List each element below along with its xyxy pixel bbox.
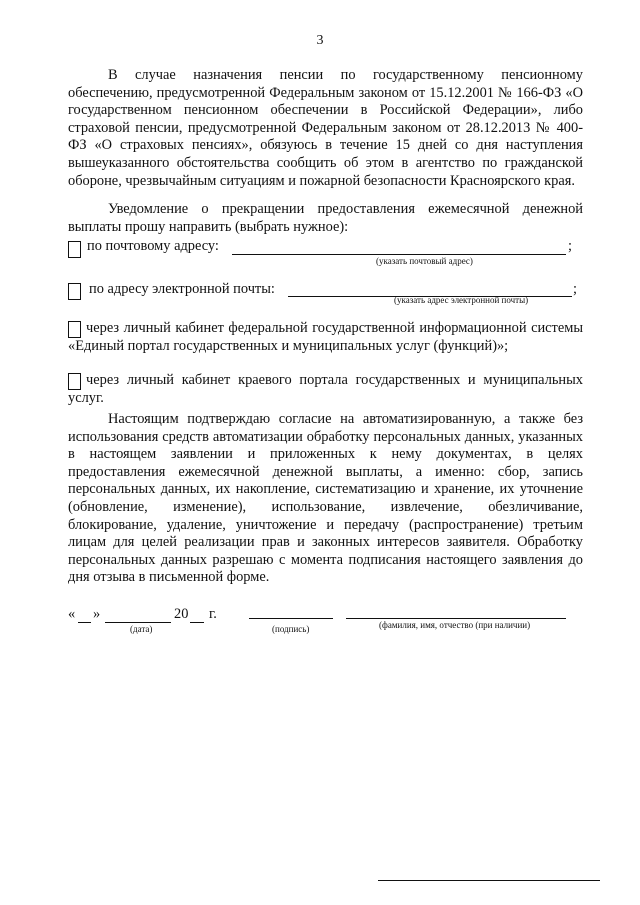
paragraph-pension-notice bbox=[68, 67, 583, 190]
signature-field[interactable] bbox=[249, 618, 333, 619]
date-close-quote: » bbox=[93, 606, 101, 622]
postal-semicolon: ; bbox=[568, 238, 572, 254]
checkbox-email[interactable] bbox=[68, 283, 81, 300]
paragraph-notification-method bbox=[68, 201, 583, 236]
postal-address-field[interactable] bbox=[232, 254, 566, 255]
consent-text: Настоящим подтверждаю согласие на автоматизированную, а также без использования средств автоматизации обработку персональных данных, указанных в настоящем заявлении и приложенных к нему документах, в целях предоставления ежемесячной денежной выплаты, а именно: сбор, запись персональных данных, их накопление, систематизацию и хранение, их уточнение (обновление, изменение), использование, извлечение, обезличивание, блокирование, удаление, уничтожение и передачу (распространение) третьим лицам для целей реализации прав и законных интересов заявителя. Обработку персональных данных разрешаю с момента подписания настоящего заявления до дня отзыва в письменной форме. bbox=[68, 411, 583, 586]
postal-label: по почтовому адресу: bbox=[87, 238, 219, 254]
date-hint: (дата) bbox=[130, 624, 153, 634]
paragraph-consent bbox=[68, 411, 583, 587]
date-open-quote: « bbox=[68, 606, 76, 622]
email-hint: (указать адрес электронной почты) bbox=[394, 295, 529, 305]
full-name-hint: (фамилия, имя, отчество (при наличии) bbox=[379, 620, 531, 630]
federal-portal-text: через личный кабинет федеральной государственной информационной системы «Единый портал государственных и муниципальных услуг (функций)»; bbox=[68, 320, 583, 354]
year-suffix: г. bbox=[209, 606, 217, 622]
email-label: по адресу электронной почты: bbox=[89, 281, 275, 297]
regional-portal-text: через личный кабинет краевого портала государственных и муниципальных услуг. bbox=[68, 372, 583, 406]
date-month-field[interactable] bbox=[105, 622, 171, 623]
footer-line bbox=[378, 880, 600, 881]
checkbox-postal[interactable] bbox=[68, 241, 81, 258]
email-semicolon: ; bbox=[573, 281, 577, 297]
postal-hint: (указать почтовый адрес) bbox=[376, 256, 473, 266]
date-year-field[interactable] bbox=[190, 622, 204, 623]
para1-text: В случае назначения пенсии по государственному пенсионному обеспечению, предусмотренной Федеральным законом от 15.12.2001 № 166-ФЗ «О государственном пенсионном обеспечении в Российской Федерации», либо страховой пенсии, предусмотренной Федеральным законом от 28.12.2013 № 400-ФЗ «О страховых пенсиях», обязуюсь в течение 15 дней со дня наступления вышеуказанного обстоятельства сообщить об этом в агентство по гражданской обороне, чрезвычайным ситуациям и пожарной безопасности Красноярского края. bbox=[68, 67, 583, 189]
para2-text: Уведомление о прекращении предоставления ежемесячной денежной выплаты прошу направить (выбрать нужное): bbox=[68, 201, 583, 235]
date-day-field[interactable] bbox=[78, 622, 91, 623]
page-number: 3 bbox=[316, 33, 324, 48]
year-prefix: 20 bbox=[174, 606, 189, 622]
signature-hint: (подпись) bbox=[272, 624, 310, 634]
full-name-field[interactable] bbox=[346, 618, 566, 619]
